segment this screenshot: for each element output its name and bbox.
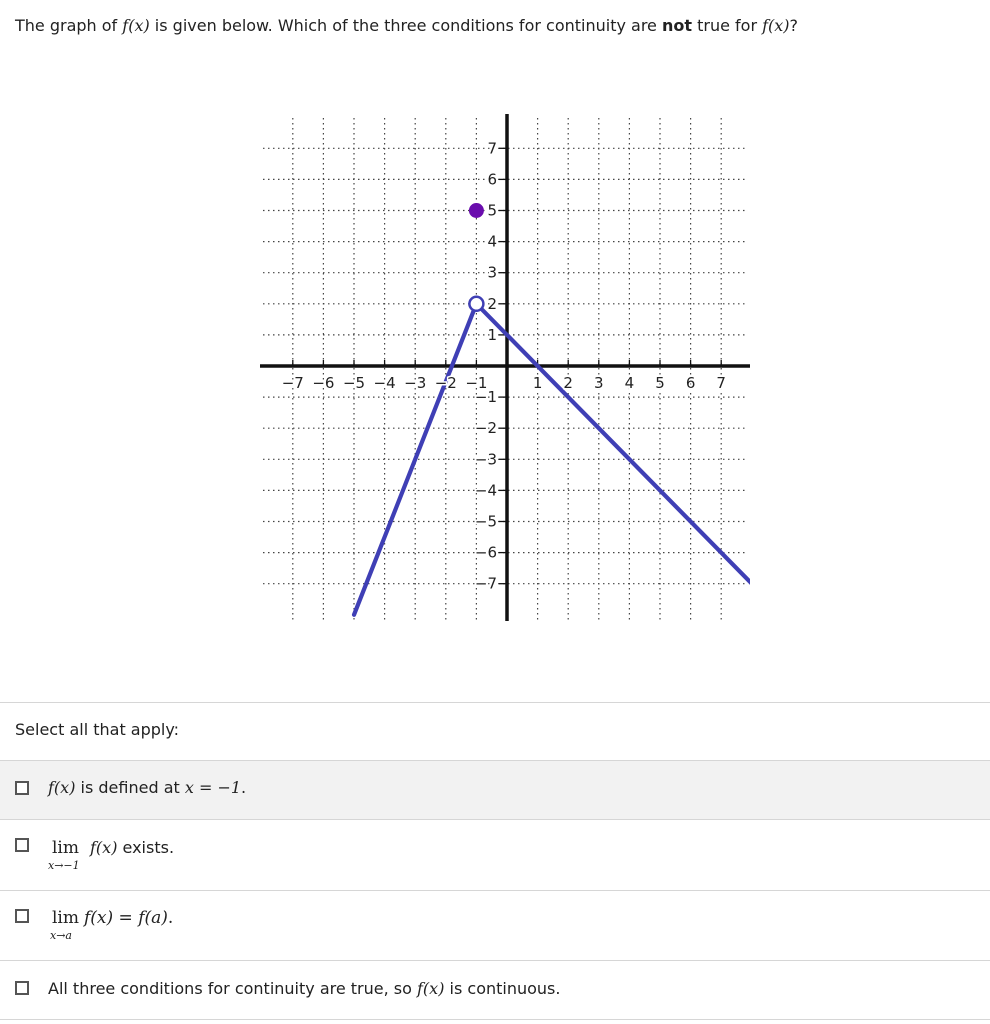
option-text: exists. <box>117 838 175 857</box>
lim-subscript: x→a <box>50 929 72 942</box>
y-tick-label: −4 <box>474 481 497 500</box>
question-prefix: The graph of <box>15 16 123 35</box>
option-text-before: All three conditions for continuity are true, so <box>48 979 417 998</box>
divider <box>0 1019 990 1020</box>
x-tick-label: −7 <box>281 374 304 392</box>
divider <box>0 702 990 703</box>
y-tick-label: 1 <box>487 325 497 344</box>
option-label <box>48 778 246 797</box>
y-tick-label: 6 <box>487 170 497 189</box>
limit-expression <box>48 838 80 872</box>
option-end: . <box>167 908 174 928</box>
option-fx: f(x) <box>48 778 76 797</box>
select-prompt: Select all that apply: <box>15 720 180 739</box>
y-tick-label: 7 <box>487 139 497 158</box>
function-graph <box>255 110 750 625</box>
question-fx: f(x) <box>122 16 150 35</box>
function-line <box>476 304 750 584</box>
option-all-true[interactable] <box>0 961 990 1019</box>
option-label <box>48 979 560 998</box>
option-eq: x = −1 <box>184 778 242 797</box>
y-tick-label: −5 <box>474 512 497 531</box>
option-end: . <box>241 778 247 797</box>
x-tick-label: 6 <box>685 374 696 392</box>
x-tick-label: 1 <box>532 374 543 392</box>
x-tick-label: 5 <box>655 374 665 392</box>
option-checkbox[interactable] <box>15 781 29 795</box>
option-fx: f(x) <box>417 979 445 998</box>
x-tick-label: 7 <box>716 374 726 392</box>
x-tick-label: 3 <box>594 374 604 392</box>
x-tick-label: 2 <box>563 374 573 392</box>
open-point <box>469 297 483 311</box>
y-tick-label: 5 <box>487 201 497 220</box>
y-tick-label: −1 <box>474 388 497 407</box>
option-defined[interactable] <box>0 761 990 819</box>
lim-subscript: x→−1 <box>48 859 80 872</box>
y-tick-label: −3 <box>474 450 497 469</box>
option-checkbox[interactable] <box>15 909 29 923</box>
question-end: ? <box>789 16 799 35</box>
x-tick-label: −5 <box>342 374 366 392</box>
option-limit-exists[interactable] <box>0 820 990 890</box>
option-text-after: is continuous. <box>444 979 561 998</box>
y-tick-label: 4 <box>487 232 497 251</box>
y-tick-label: 2 <box>487 294 497 313</box>
option-checkbox[interactable] <box>15 981 29 995</box>
question-middle: is given below. Which of the three conditions for continuity are <box>149 16 662 35</box>
limit-expression <box>50 908 79 942</box>
x-tick-label: −4 <box>373 374 396 392</box>
option-text: is defined at <box>75 778 185 797</box>
y-tick-label: −7 <box>474 574 497 593</box>
x-tick-label: −3 <box>404 374 427 392</box>
question-suffix-fx: f(x) <box>762 16 790 35</box>
y-tick-label: −2 <box>474 419 497 438</box>
option-label <box>90 838 174 857</box>
question-emphasis: not <box>661 16 693 35</box>
x-tick-label: −1 <box>465 374 488 392</box>
lim-word: lim <box>52 908 79 928</box>
option-checkbox[interactable] <box>15 838 29 852</box>
filled-point <box>469 203 484 218</box>
x-tick-label: 4 <box>624 374 635 392</box>
option-fx: f(x) <box>90 838 118 857</box>
lim-word: lim <box>52 838 79 858</box>
x-tick-label: −6 <box>312 374 335 392</box>
question-suffix: true for <box>692 16 763 35</box>
x-tick-label: −2 <box>434 374 457 392</box>
y-tick-label: −6 <box>474 543 497 562</box>
y-tick-label: 3 <box>487 263 497 282</box>
option-limit-equals[interactable] <box>0 891 990 960</box>
option-expr: f(x) = f(a) <box>84 908 168 928</box>
option-label <box>84 908 173 928</box>
question-text <box>15 14 798 38</box>
